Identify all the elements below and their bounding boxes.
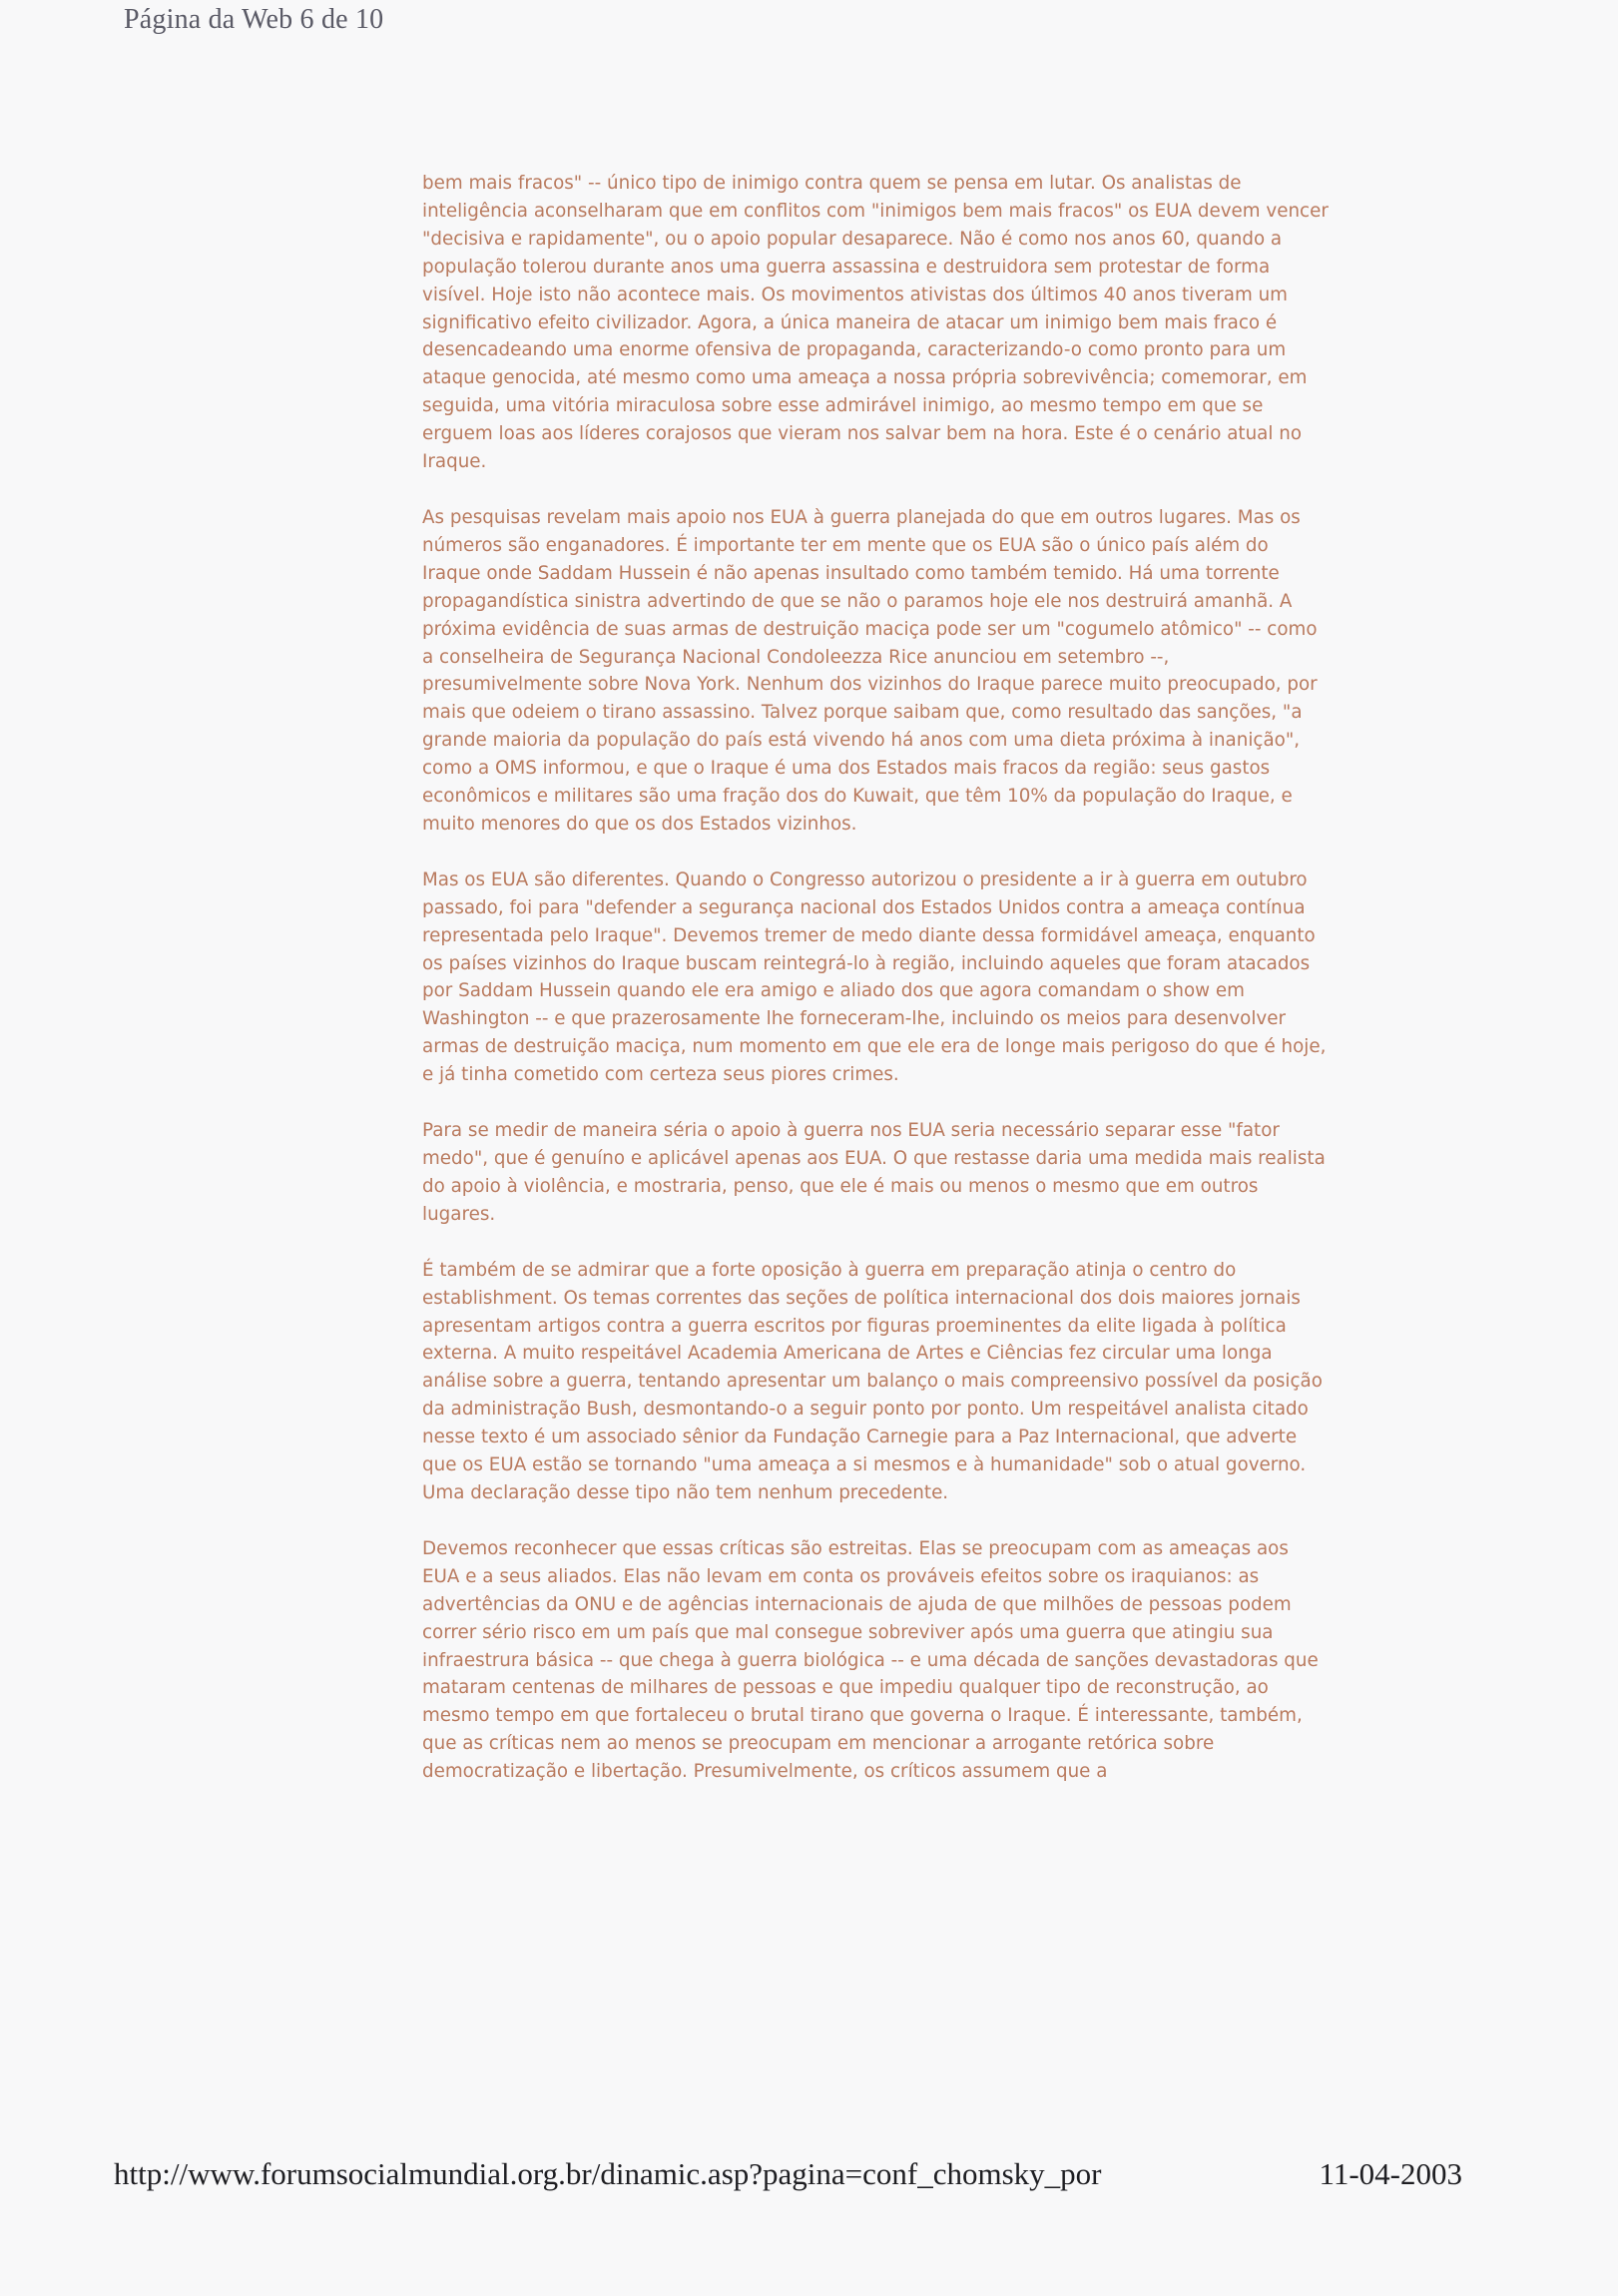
print-date: 11-04-2003: [1319, 2156, 1462, 2191]
article-paragraph: É também de se admirar que a forte oposição à guerra em preparação atinja o centro do establishment. Os temas correntes das seções de política internacional dos dois maiores jornais apresentam artigos contra a guerra escritos por figuras proeminentes da elite ligada à política externa. A muito respeitável Academia Americana de Artes e Ciências fez circular uma longa análise sobre a guerra, tentando apresentar um balanço o mais compreensivo possível da posição da administração Bush, desmontando-o a seguir ponto por ponto. Um respeitável analista citado nesse texto é um associado sênior da Fundação Carnegie para a Paz Internacional, que adverte que os EUA estão se tornando "uma ameaça a si mesmos e à humanidade" sob o atual governo. Uma declaração desse tipo não tem nenhum precedente.: [422, 1259, 1323, 1503]
article-paragraph: Mas os EUA são diferentes. Quando o Congresso autorizou o presidente a ir à guerra em outubro passado, foi para "defender a segurança nacional dos Estados Unidos contra a ameaça contínua representada pelo Iraque". Devemos tremer de medo diante dessa formidável ameaça, enquanto os países vizinhos do Iraque buscam reintegrá-lo à região, incluindo aqueles que foram atacados por Saddam Hussein quando ele era amigo e aliado dos que agora comandam o show em Washington -- e que prazerosamente lhe forneceram-lhe, incluindo os meios para desenvolver armas de destruição maciça, num momento em que ele era de longe mais perigoso do que é hoje, e já tinha cometido com certeza seus piores crimes.: [422, 868, 1327, 1086]
article-paragraph: Para se medir de maneira séria o apoio à guerra nos EUA seria necessário separar esse "fator medo", que é genuíno e aplicável apenas aos EUA. O que restasse daria uma medida mais realista do apoio à violência, e mostraria, penso, que ele é mais ou menos o mesmo que em outros lugares.: [422, 1120, 1326, 1225]
article-paragraph: bem mais fracos" -- único tipo de inimigo contra quem se pensa em lutar. Os analistas de inteligência aconselharam que em conflitos com "inimigos bem mais fracos" os EUA devem vencer "decisiva e rapidamente", ou o apoio popular desaparece. Não é como nos anos 60, quando a população tolerou durante anos uma guerra assassina e destruidora sem protestar de forma visível. Hoje isto não acontece mais. Os movimentos ativistas dos últimos 40 anos tiveram um significativo efeito civilizador. Agora, a única maneira de atacar um inimigo bem mais fraco é desencadeando uma enorme ofensiva de propaganda, caracterizando-o como pronto para um ataque genocida, até mesmo como uma ameaça a nossa própria sobrevivência; comemorar, em seguida, uma vitória miraculosa sobre esse admirável inimigo, ao mesmo tempo em que se erguem loas aos líderes corajosos que vieram nos salvar bem na hora. Este é o cenário atual no Iraque.: [422, 173, 1329, 473]
page-footer: [114, 2156, 1462, 2192]
page-number-header: Página da Web 6 de 10: [124, 4, 384, 35]
article-paragraph: As pesquisas revelam mais apoio nos EUA à guerra planejada do que em outros lugares. Mas os números são enganadores. É importante ter em mente que os EUA são o único país além do Iraque onde Saddam Hussein é não apenas insultado como também temido. Há uma torrente propagandística sinistra advertindo de que se não o paramos hoje ele nos destruirá amanhã. A próxima evidência de suas armas de destruição maciça pode ser um "cogumelo atômico" -- como a conselheira de Segurança Nacional Condoleezza Rice anunciou em setembro --, presumivelmente sobre Nova York. Nenhum dos vizinhos do Iraque parece muito preocupado, por mais que odeiem o tirano assassino. Talvez porque saibam que, como resultado das sanções, "a grande maioria da população do país está vivendo há anos com uma dieta próxima à inanição", como a OMS informou, e que o Iraque é uma dos Estados mais fracos da região: seus gastos econômicos e militares são uma fração dos do Kuwait, que têm 10% da população do Iraque, e muito menores do que os dos Estados vizinhos.: [422, 506, 1318, 835]
source-url: http://www.forumsocialmundial.org.br/dinamic.asp?pagina=conf_chomsky_por: [114, 2156, 1102, 2191]
article-body: [422, 170, 1331, 1814]
article-paragraph: Devemos reconhecer que essas críticas são estreitas. Elas se preocupam com as ameaças aos EUA e a seus aliados. Elas não levam em conta os prováveis efeitos sobre os iraquianos: as advertências da ONU e de agências internacionais de ajuda de que milhões de pessoas podem correr sério risco em um país que mal consegue sobreviver após uma guerra que atingiu sua infraestrura básica -- que chega à guerra biológica -- e uma década de sanções devastadoras que mataram centenas de milhares de pessoas e que impediu qualquer tipo de reconstrução, ao mesmo tempo em que fortaleceu o brutal tirano que governa o Iraque. É interessante, também, que as críticas nem ao menos se preocupam em mencionar a arrogante retórica sobre democratização e libertação. Presumivelmente, os críticos assumem que a: [422, 1537, 1319, 1783]
